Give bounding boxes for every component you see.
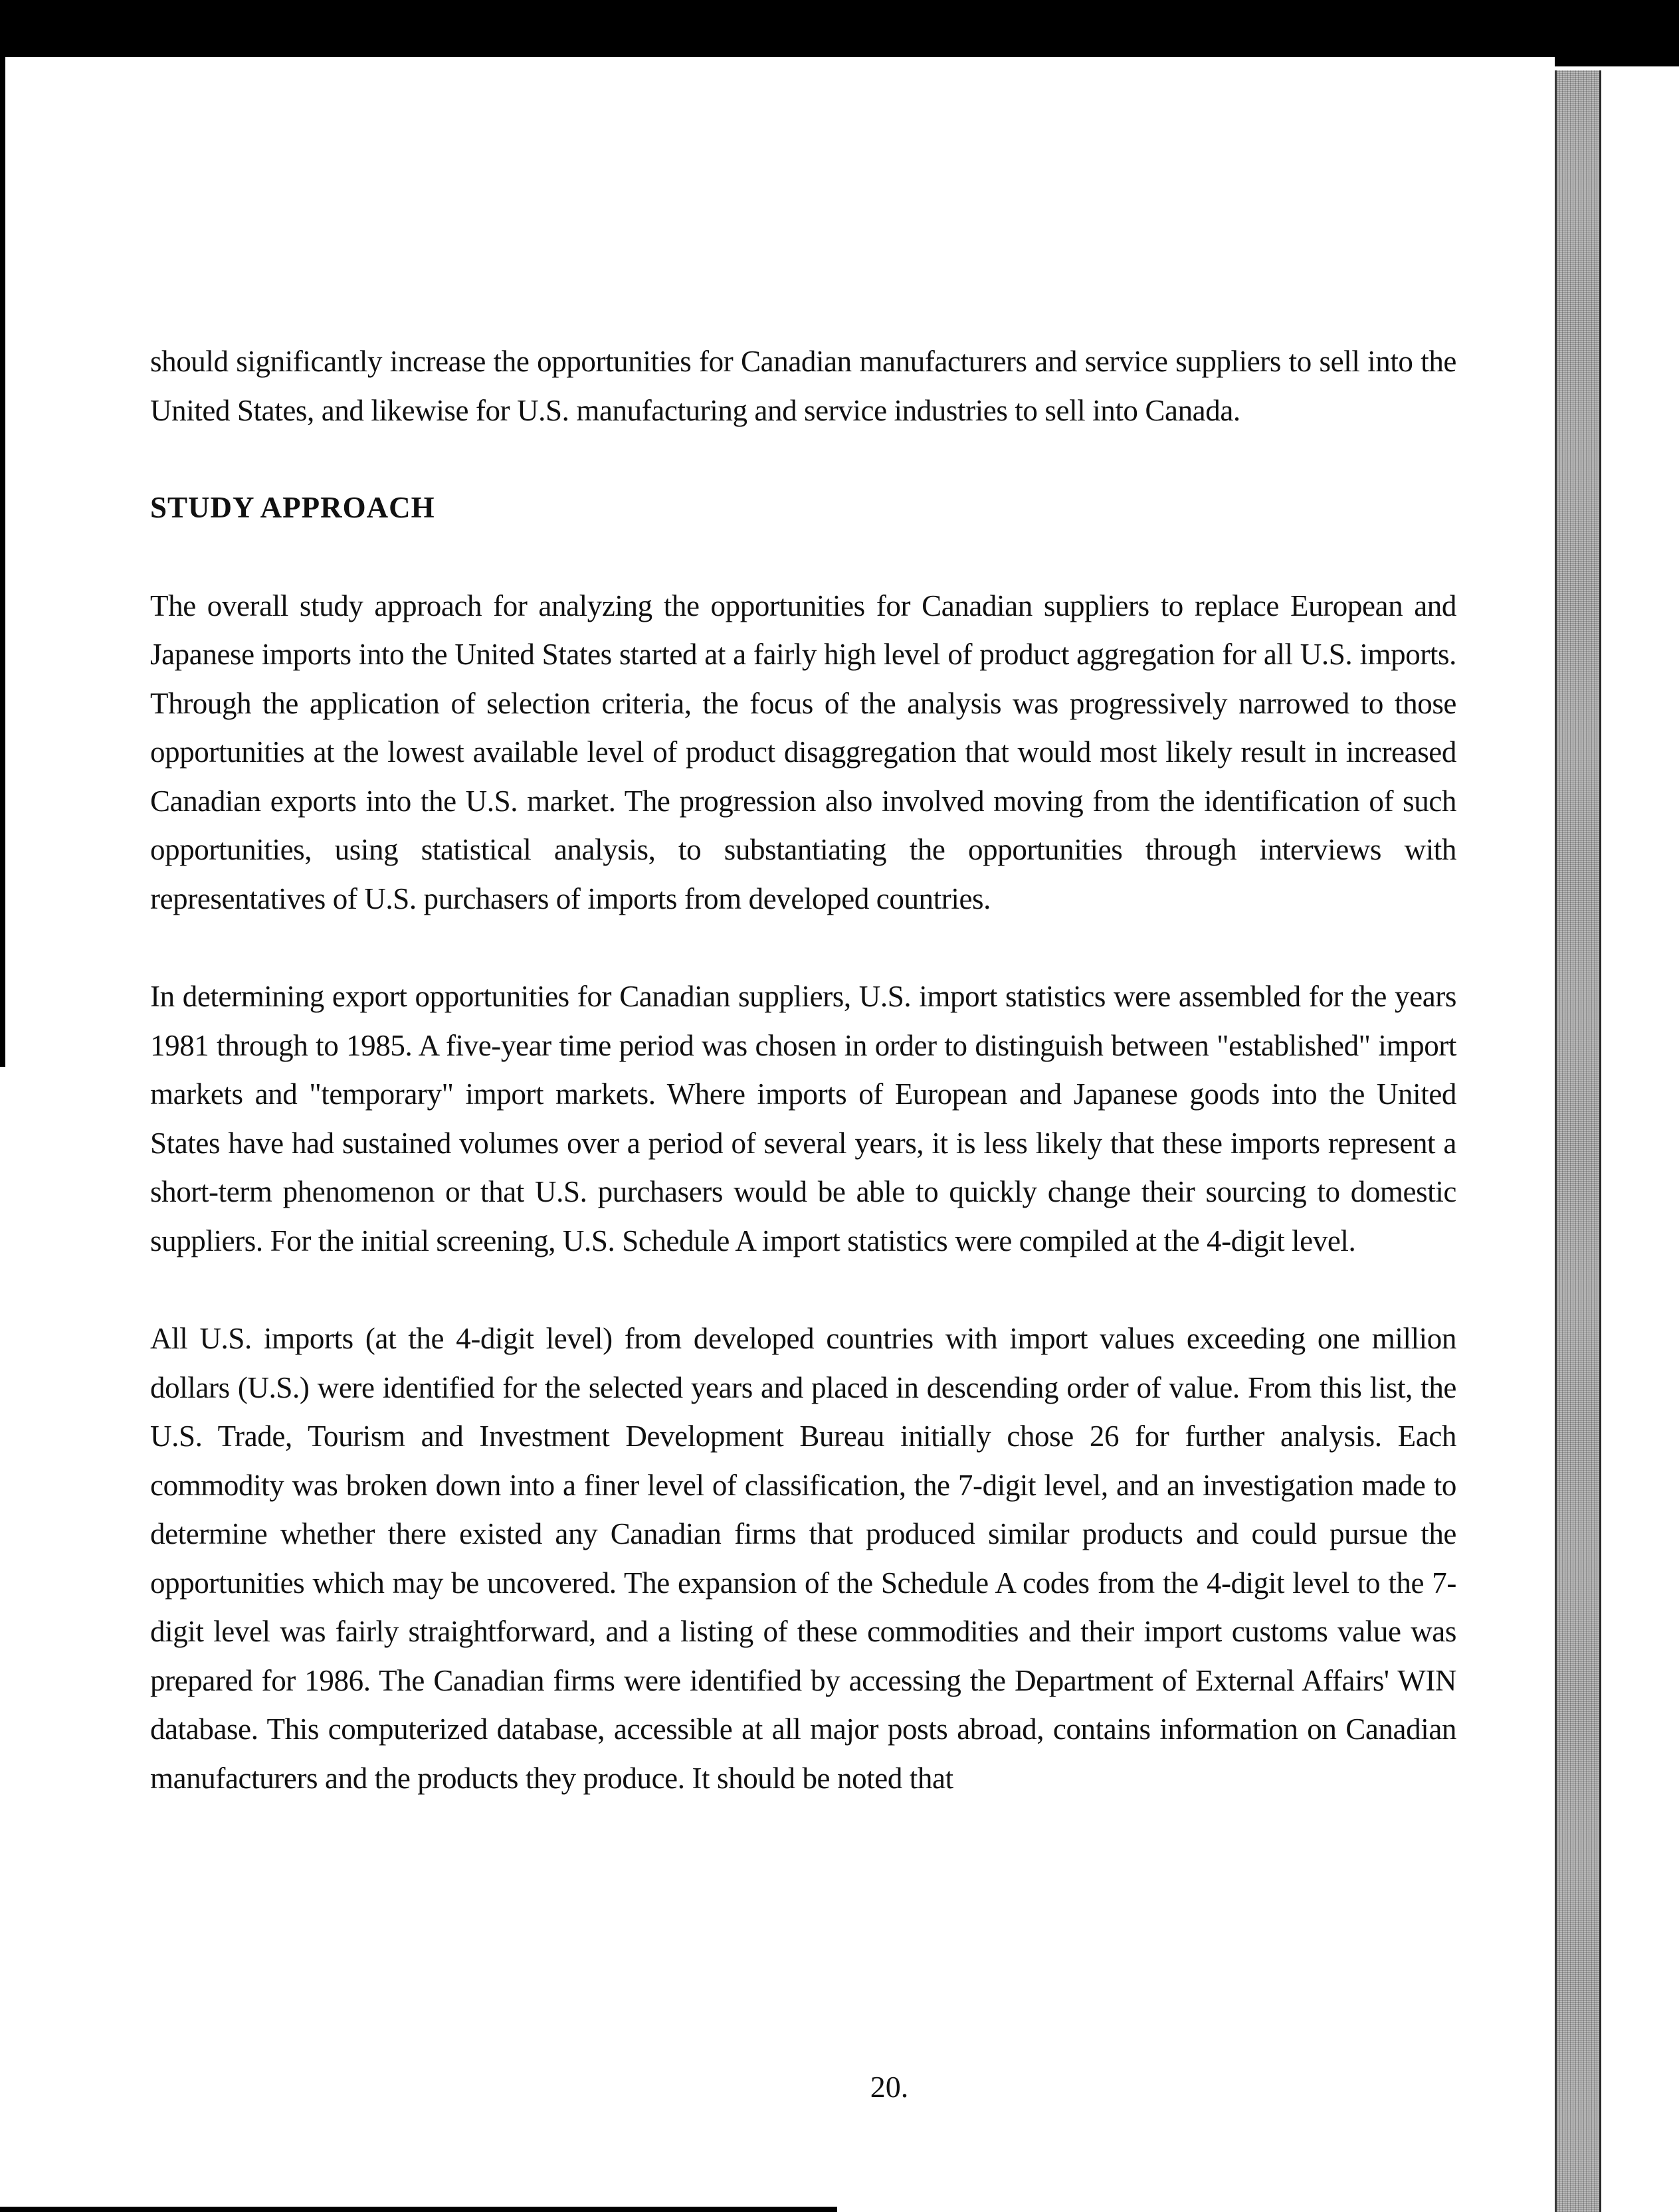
paragraph-export-opportunities: In determining export opportunities for Canadian suppliers, U.S. import statistics were assembled for the years 1981 through to 1985. A five-year time period was chosen in order to distinguish between "established" import markets and "temporary" import markets. Where imports of European and Japanese goods into the United States have had sustained volumes over a period of several years, it is less likely that these imports represent a short-term phenomenon or that U.S. purchasers would be able to quickly change their sourcing to domestic suppliers. For the initial screening, U.S. Schedule A import statistics were compiled at the 4-digit level. xyxy=(150,980,1456,1257)
scan-top-border xyxy=(0,0,1679,57)
page-number: 20. xyxy=(870,2070,909,2104)
paragraph-study-approach: The overall study approach for analyzing the opportunities for Canadian suppliers to replace European and Japanese imports into the United States started at a fairly high level of product aggregation for all U.S. imports. Through the application of selection criteria, the focus of the analysis was progressively narrowed to those opportunities at the lowest available level of product disaggregation that would most likely result in increased Canadian exports into the U.S. market. The progression also involved moving from the identification of such opportunities, using statistical analysis, to substantiating the opportunities through interviews with representatives of U.S. purchasers of imports from developed countries. xyxy=(150,589,1456,915)
paragraph-continuation: should significantly increase the opportunities for Canadian manufacturers and service suppliers to sell into the United States, and likewise for U.S. manufacturing and service industries to sell into Canada. xyxy=(150,345,1456,427)
section-heading: STUDY APPROACH xyxy=(150,491,435,524)
scan-left-border xyxy=(0,57,5,1067)
scan-bottom-border xyxy=(0,2207,837,2212)
page-body xyxy=(150,337,1456,1803)
paragraph-import-screening: All U.S. imports (at the 4-digit level) from developed countries with import values exceeding one million dollars (U.S.) were identified for the selected years and placed in descending order of value. From this list, the U.S. Trade, Tourism and Investment Development Bureau initially chose 26 for further analysis. Each commodity was broken down into a finer level of classification, the 7-digit level, and an investigation made to determine whether there existed any Canadian firms that produced similar products and could pursue the opportunities which may be uncovered. The expansion of the Schedule A codes from the 4-digit level to the 7-digit level was fairly straightforward, and a listing of these commodities and their import customs value was prepared for 1986. The Canadian firms were identified by accessing the Department of External Affairs' WIN database. This computerized database, accessible at all major posts abroad, contains information on Canadian manufacturers and the products they produce. It should be noted that xyxy=(150,1322,1456,1795)
page-binding-edge xyxy=(1555,70,1601,2212)
